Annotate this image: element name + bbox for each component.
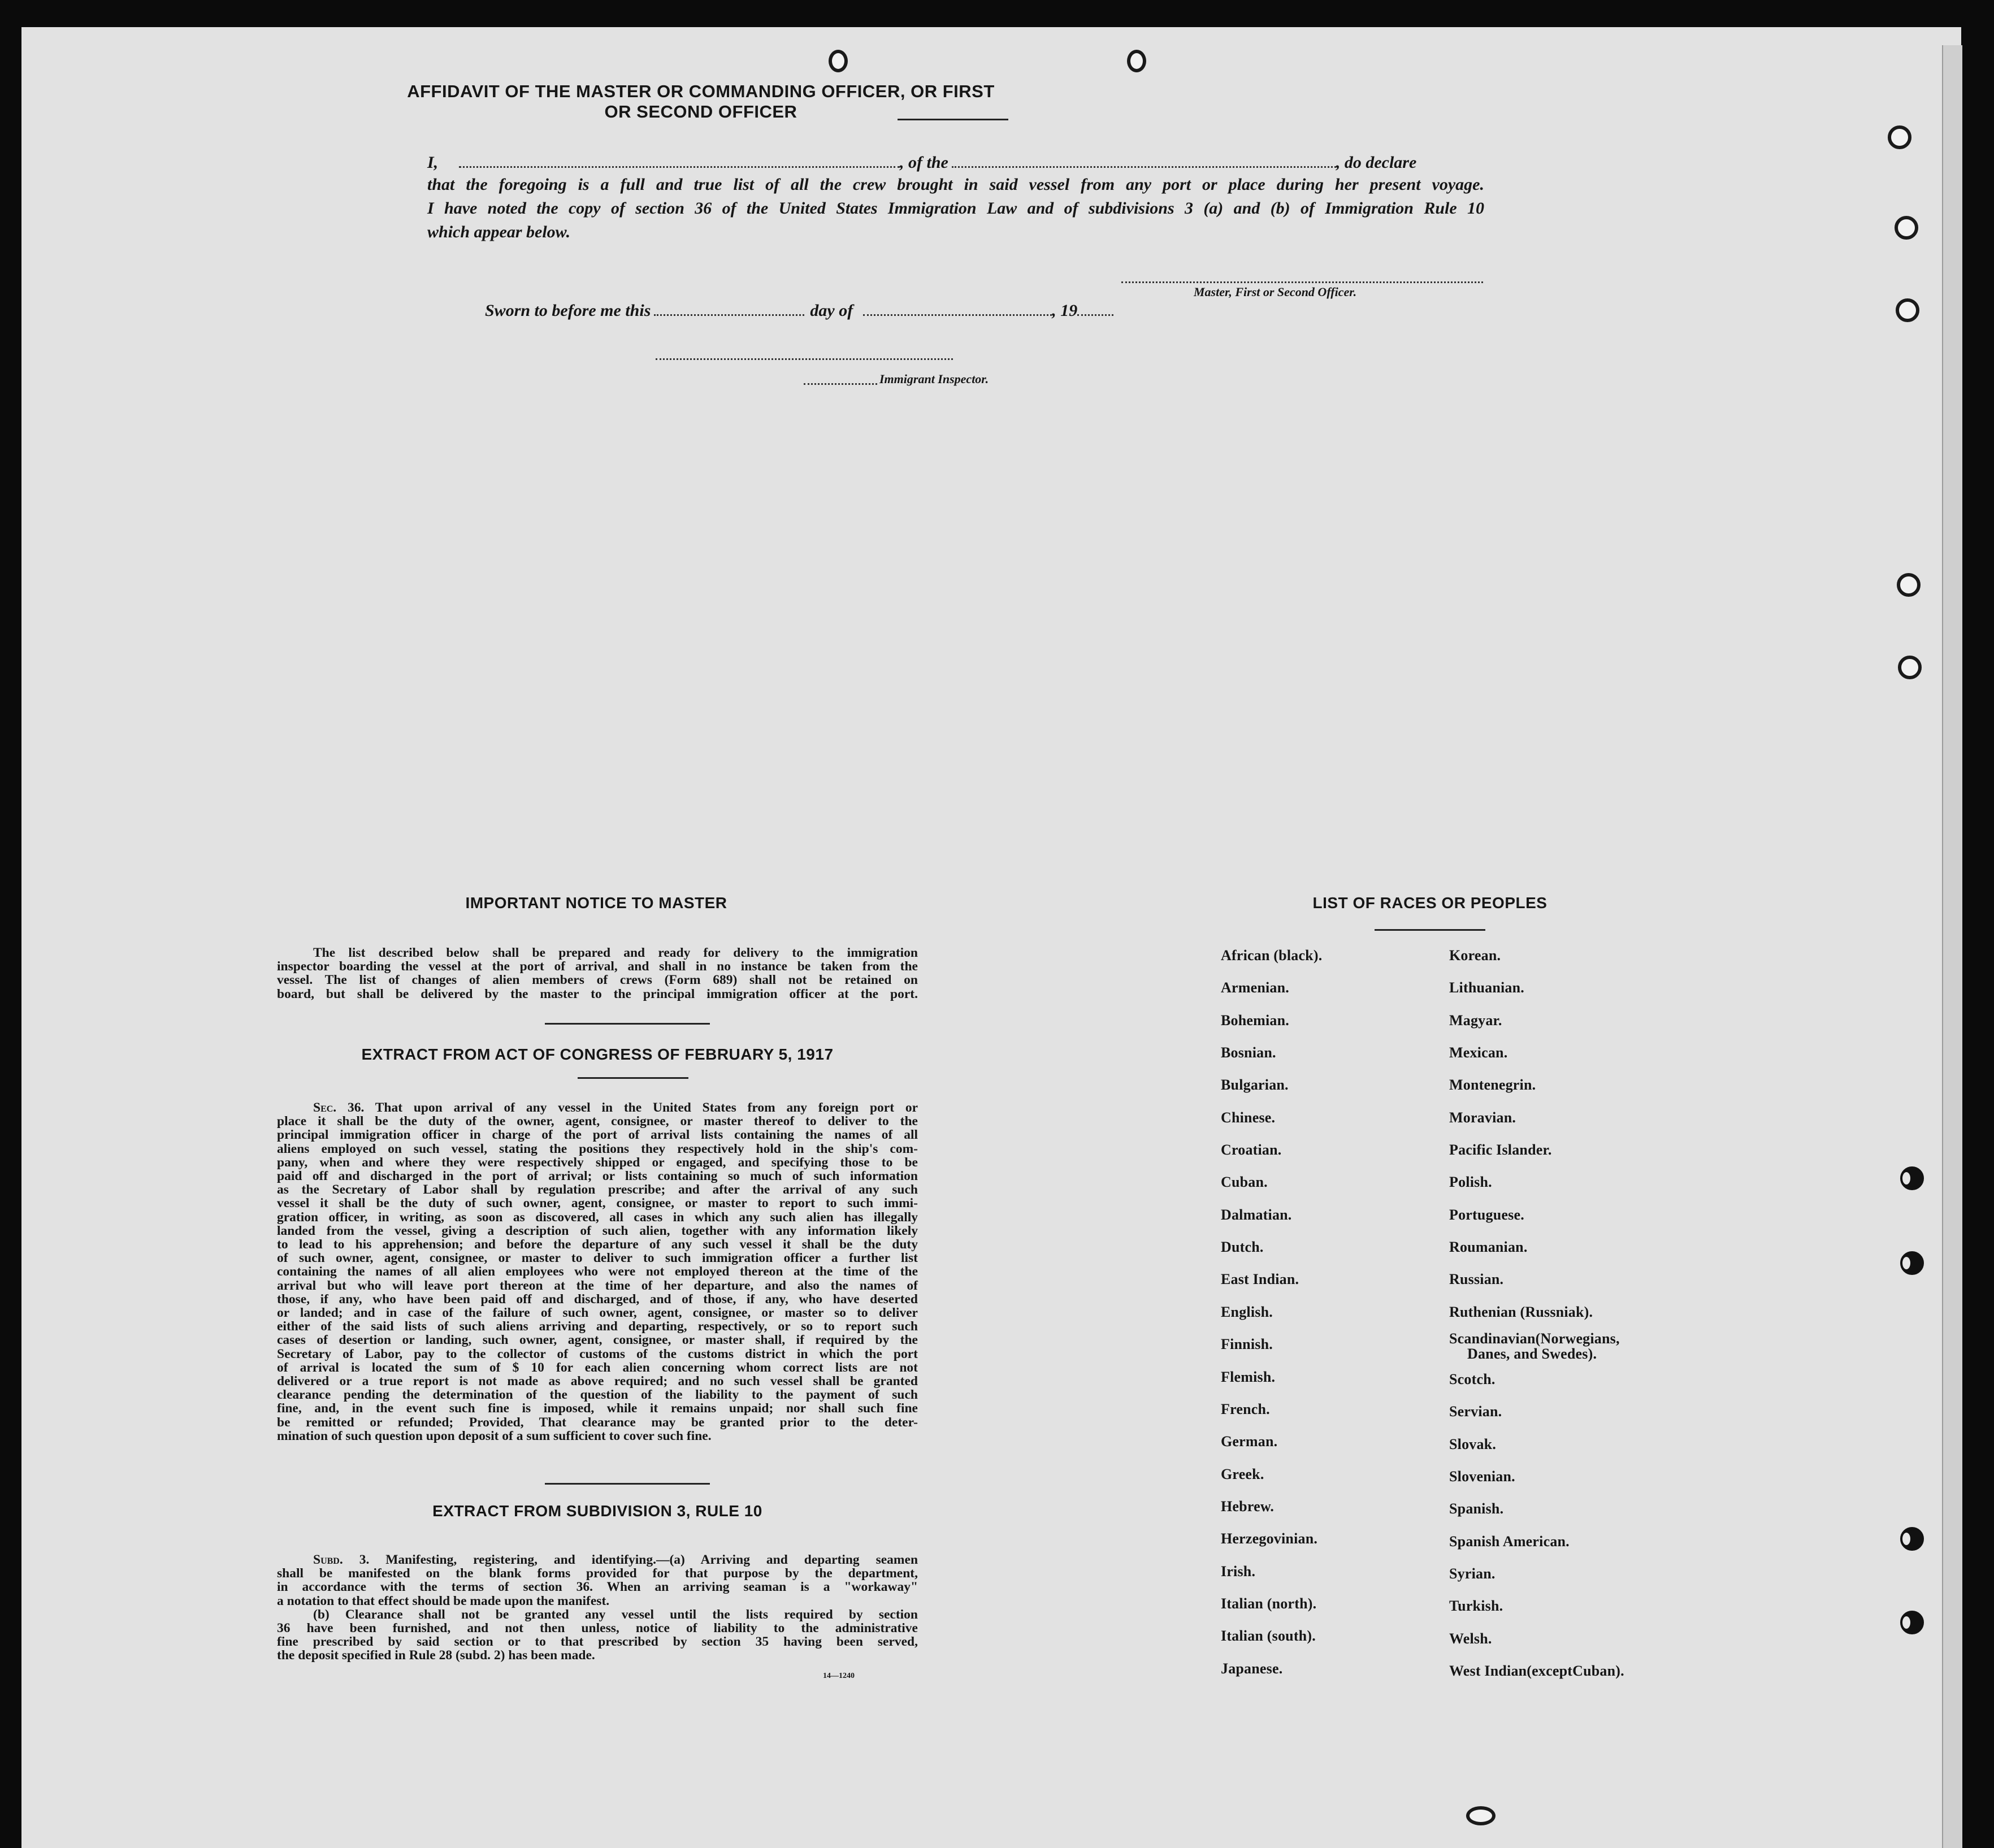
race-item: Korean. — [1449, 947, 1501, 964]
inspector-short-line — [804, 383, 877, 385]
act-line: of arrival is located the sum of $ 10 for each alien concerning whom correct lists are not — [277, 1360, 918, 1375]
race-item: Russian. — [1449, 1271, 1504, 1287]
notice-paragraph — [277, 946, 918, 1001]
race-item: German. — [1221, 1433, 1278, 1450]
races-title: LIST OF RACES OR PEOPLES — [1312, 894, 1547, 912]
act-line: those, if any, who have been paid off and discharged, and of those, if any, who have deserted — [277, 1291, 918, 1307]
act-line: aliens employed on such vessel, stating the positions they respectively hold in the ship's com- — [277, 1141, 918, 1156]
subd-label: Subd. — [313, 1552, 343, 1567]
notice-line: inspector boarding the vessel at the port of arrival, and shall in no instance be taken from the — [277, 959, 918, 974]
rule-line: fine prescribed by said section or to that prescribed by section 35 having been served, — [277, 1634, 918, 1650]
binder-hole — [1900, 1611, 1924, 1634]
binder-hole — [1900, 1166, 1924, 1190]
act-line: delivered or a true report is not made as above required; and no such vessel shall be granted — [277, 1374, 918, 1389]
day-of-label: day of — [810, 301, 853, 320]
race-item: Portuguese. — [1449, 1207, 1524, 1223]
punch-hole — [829, 50, 848, 72]
race-item: Hebrew. — [1221, 1498, 1275, 1515]
race-item-continuation: Danes, and Swedes). — [1467, 1346, 1597, 1362]
of-the-label: , of the — [900, 153, 948, 172]
rule-line: a notation to that effect should be made upon the manifest. — [277, 1593, 610, 1608]
race-item: English. — [1221, 1304, 1273, 1320]
act-line: mination of such question upon deposit of a sum sufficient to cover such fine. — [277, 1428, 712, 1443]
race-item: Welsh. — [1449, 1630, 1492, 1647]
race-item: Italian (north). — [1221, 1595, 1317, 1612]
act-line: clearance pending the determination of the question of the liability to the payment of such — [277, 1387, 918, 1403]
rule-line: 36 have been furnished, and not then unless, notice of liability to the administrative — [277, 1621, 918, 1636]
binder-hole — [1895, 216, 1918, 240]
rule-line: shall be manifested on the blank forms provided for that purpose by the department, — [277, 1566, 918, 1581]
race-item: Bulgarian. — [1221, 1077, 1289, 1093]
rule-line: in accordance with the terms of section 36. When an arriving seaman is a "workaway" — [277, 1580, 918, 1595]
act-title: EXTRACT FROM ACT OF CONGRESS OF FEBRUARY 5, 1917 — [361, 1046, 834, 1063]
notice-line: board, but shall be delivered by the master to the principal immigration officer at the port. — [277, 986, 918, 1001]
rule-line: the deposit specified in Rule 28 (subd. 2) has been made. — [277, 1648, 595, 1663]
form-number: 14—1240 — [823, 1672, 855, 1680]
race-item: Scotch. — [1449, 1371, 1496, 1387]
title-underline — [898, 119, 1008, 120]
binder-hole — [1898, 656, 1922, 679]
month-blank — [863, 300, 1052, 316]
inspector-caption: Immigrant Inspector. — [879, 372, 989, 386]
race-item: Slovenian. — [1449, 1468, 1515, 1485]
year-prefix: , 19 — [1052, 301, 1078, 320]
race-item: Turkish. — [1449, 1598, 1503, 1614]
section-divider — [545, 1483, 710, 1485]
act-line: principal immigration officer in charge of the port of arrival lists containing the names of all — [277, 1127, 918, 1143]
act-line: vessel it shall be the duty of such owner, agent, consignee, or master to report to such immi- — [277, 1196, 918, 1211]
notice-title: IMPORTANT NOTICE TO MASTER — [465, 894, 727, 912]
binder-hole — [1900, 1527, 1924, 1551]
do-declare-label: , do declare — [1336, 153, 1417, 172]
race-item: Lithuanian. — [1449, 979, 1524, 996]
act-line: either of the said lists of such aliens arriving and departing, respectively, or so to report such — [277, 1319, 918, 1334]
act-line: to lead to his apprehension; and before the departure of any such vessel it shall be the duty — [277, 1237, 918, 1252]
act-line: cases of desertion or landing, such owner, agent, consignee, or master shall, if required by the — [277, 1333, 918, 1348]
binder-hole — [1896, 298, 1919, 322]
act-line: containing the names of all alien employees who were not employed thereon at the time of the — [277, 1264, 918, 1279]
race-item: Dutch. — [1221, 1239, 1264, 1255]
act-line: or landed; and in case of the failure of such owner, agent, consignee, or master so to deliver — [277, 1305, 918, 1321]
act-line: fine, and, in the event such fine is imposed, while it remains unpaid; nor shall such fine — [277, 1401, 918, 1416]
race-item: African (black). — [1221, 947, 1323, 964]
race-item: Japanese. — [1221, 1660, 1283, 1677]
notice-line: vessel. The list of changes of alien members of crews (Form 689) shall not be retained on — [277, 973, 918, 988]
act-line: place it shall be the duty of the owner, agent, consignee, or master thereof to deliver to the — [277, 1114, 918, 1129]
affidavit-declaration-line — [427, 151, 1484, 172]
sec-label: Sec. — [313, 1100, 337, 1115]
i-label: I, — [427, 153, 439, 172]
inspector-signature-line — [656, 358, 953, 360]
act-line: gration officer, in writing, as soon as discovered, all cases in which any such alien has illegally — [277, 1209, 918, 1225]
rule-title: EXTRACT FROM SUBDIVISION 3, RULE 10 — [432, 1502, 762, 1520]
race-item: Greek. — [1221, 1466, 1264, 1482]
race-item: Slovak. — [1449, 1436, 1497, 1452]
race-item: Scandinavian(Norwegians, — [1449, 1330, 1620, 1347]
title-underline — [578, 1077, 688, 1079]
race-item: Armenian. — [1221, 979, 1289, 996]
race-item: Mexican. — [1449, 1044, 1508, 1061]
punch-hole — [1127, 50, 1146, 72]
page-edge — [1942, 45, 1962, 1848]
signature-line — [1121, 281, 1483, 283]
race-item: French. — [1221, 1401, 1270, 1417]
act-line: Sec. 36. That upon arrival of any vessel in the United States from any foreign port or — [313, 1100, 918, 1115]
race-item: Montenegrin. — [1449, 1077, 1536, 1093]
section-divider — [545, 1023, 710, 1025]
act-line: as the Secretary of Labor shall by regulation prescribe; and after the arrival of any such — [277, 1182, 918, 1198]
race-item: Croatian. — [1221, 1142, 1282, 1158]
act-line: be remitted or refunded; Provided, That clearance may be granted prior to the deter- — [277, 1415, 918, 1430]
race-item: East Indian. — [1221, 1271, 1299, 1287]
race-item: Finnish. — [1221, 1336, 1273, 1352]
affidavit-title: AFFIDAVIT OF THE MASTER OR COMMANDING OFFICER, OR FIRST OR SECOND OFFICER — [407, 81, 995, 122]
race-item: Dalmatian. — [1221, 1207, 1292, 1223]
race-item: Herzegovinian. — [1221, 1530, 1318, 1547]
sworn-line — [485, 300, 1152, 320]
race-item: Italian (south). — [1221, 1628, 1316, 1644]
act-line: pany, when and where they were respectively shipped or engaged, and specifying those to be — [277, 1155, 918, 1170]
act-paragraph — [277, 1101, 918, 1443]
sworn-prefix: Sworn to before me this — [485, 301, 651, 320]
act-line: of such owner, agent, consignee, or master to deliver to such immigration officer a further list — [277, 1251, 918, 1266]
affidavit-line-2: that the foregoing is a full and true list of all the crew brought in said vessel from any port or place during her present voyage. — [427, 175, 1484, 194]
binder-hole — [1900, 1251, 1924, 1275]
signature-caption: Master, First or Second Officer. — [1194, 285, 1357, 299]
rule-line: (b) Clearance shall not be granted any vessel until the lists required by section — [313, 1607, 918, 1622]
vessel-blank — [952, 151, 1336, 168]
race-item: Pacific Islander. — [1449, 1142, 1552, 1158]
race-item: Chinese. — [1221, 1109, 1276, 1126]
race-item: Flemish. — [1221, 1369, 1276, 1385]
race-item: Roumanian. — [1449, 1239, 1528, 1255]
punch-hole — [1466, 1806, 1496, 1825]
race-item: Ruthenian (Russniak). — [1449, 1304, 1593, 1320]
race-item: Polish. — [1449, 1174, 1492, 1190]
notice-line: The list described below shall be prepared and ready for delivery to the immigration — [313, 945, 918, 960]
race-item: Irish. — [1221, 1563, 1256, 1580]
title-underline — [1375, 929, 1485, 931]
act-line: paid off and discharged in the port of arrival; or lists containing so much of such information — [277, 1169, 918, 1184]
race-item: Bohemian. — [1221, 1012, 1289, 1029]
act-line: arrival but who will leave port thereon at the time of her departure, and also the names of — [277, 1278, 918, 1293]
race-item: Cuban. — [1221, 1174, 1268, 1190]
rule-paragraph — [277, 1553, 918, 1663]
race-item: Moravian. — [1449, 1109, 1516, 1126]
name-blank — [459, 151, 900, 168]
act-line: Secretary of Labor, pay to the collector of customs of the customs district in which the port — [277, 1346, 918, 1361]
binder-hole — [1888, 125, 1911, 149]
affidavit-line-3: I have noted the copy of section 36 of the United States Immigration Law and of subdivisions 3 (a) and (b) of Immigration Rule 10 — [427, 199, 1484, 218]
race-item: Bosnian. — [1221, 1044, 1276, 1061]
race-item: West Indian(exceptCuban). — [1449, 1663, 1624, 1679]
affidavit-line-4: which appear below. — [427, 223, 571, 241]
act-line: landed from the vessel, giving a description of such alien, together with any information likely — [277, 1223, 918, 1238]
race-item: Magyar. — [1449, 1012, 1502, 1029]
year-blank — [1077, 300, 1113, 316]
race-item: Servian. — [1449, 1403, 1502, 1420]
rule-line: Subd. 3. Manifesting, registering, and identifying.—(a) Arriving and departing seamen — [313, 1552, 918, 1567]
race-item: Spanish American. — [1449, 1533, 1570, 1550]
binder-hole — [1897, 573, 1921, 597]
race-item: Spanish. — [1449, 1500, 1504, 1517]
race-item: Syrian. — [1449, 1565, 1496, 1582]
day-blank — [654, 300, 804, 316]
